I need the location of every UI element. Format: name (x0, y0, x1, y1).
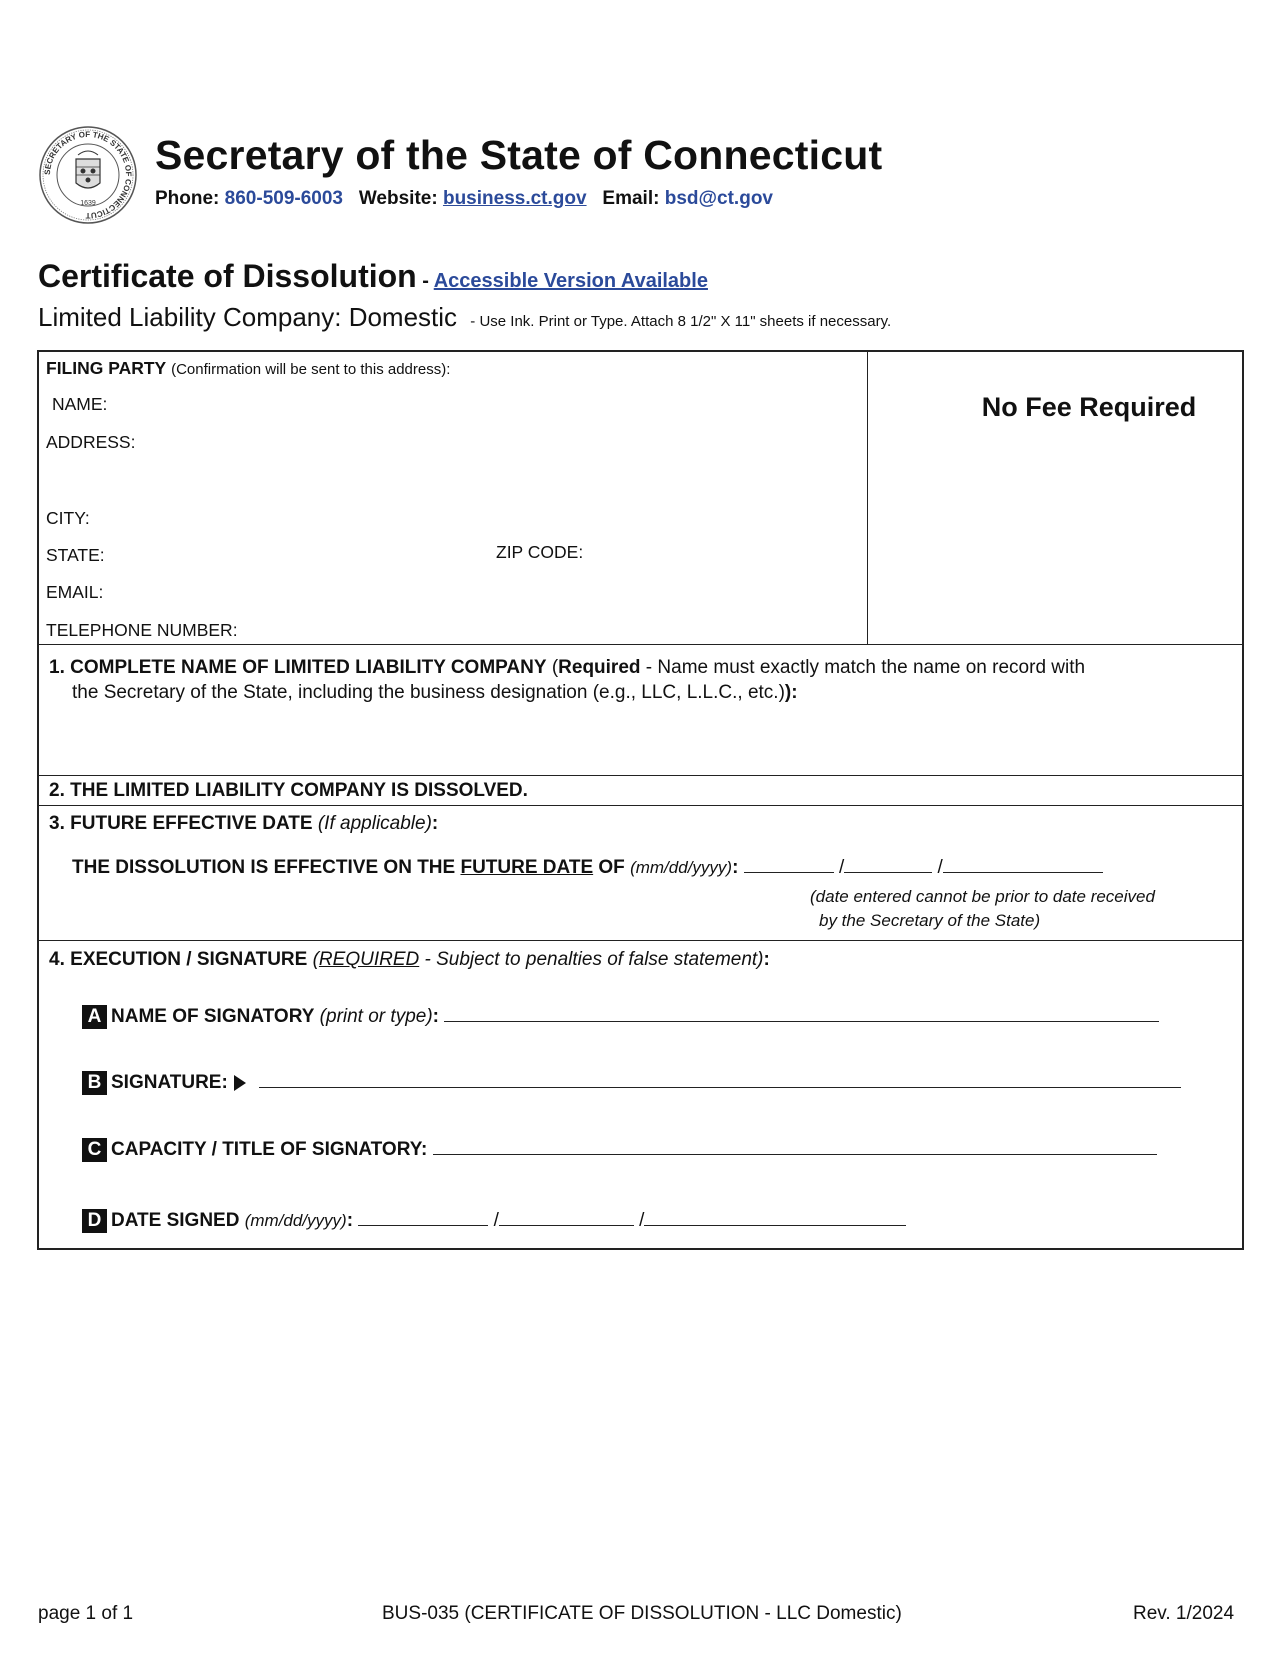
filing-party-label: FILING PARTY (46, 358, 167, 378)
section3-date-line (72, 854, 1103, 879)
badge-c: C (82, 1138, 107, 1162)
section4-paren: ( (312, 949, 319, 970)
section2-line (49, 780, 528, 802)
date-slash-1: / (838, 857, 845, 878)
email-label: Email: (602, 188, 660, 209)
website-link[interactable]: business.ct.gov (442, 188, 587, 209)
signed-slash-2: / (639, 1210, 645, 1231)
phone-label: Phone: (155, 188, 220, 209)
title-dash: - (416, 270, 434, 292)
state-field-label[interactable]: STATE: (46, 545, 105, 565)
section1-line2 (72, 682, 798, 704)
accessible-version-link[interactable]: Accessible Version Available (433, 270, 708, 292)
section1-number: 1. (49, 657, 65, 678)
signed-year-input[interactable] (644, 1207, 906, 1226)
document-subtitle-row (38, 302, 891, 333)
capacity-row (82, 1136, 1157, 1162)
subtitle-note: - Use Ink. Print or Type. Attach 8 1/2" X 11" sheets if necessary. (470, 313, 892, 330)
capacity-label: CAPACITY / TITLE OF SIGNATORY: (111, 1139, 428, 1160)
footer-form-id: BUS-035 (CERTIFICATE OF DISSOLUTION - LLC Domestic) (382, 1603, 902, 1624)
signatory-name-colon: : (432, 1006, 439, 1027)
email-field-label[interactable]: EMAIL: (46, 582, 104, 602)
section4-colon: : (763, 949, 770, 970)
seal-year: 1639 (80, 200, 96, 207)
badge-b: B (82, 1071, 107, 1095)
date-signed-colon: : (346, 1210, 354, 1231)
document-title-row (38, 258, 708, 295)
city-field-label[interactable]: CITY: (46, 508, 90, 528)
signed-day-input[interactable] (499, 1207, 634, 1226)
row-divider-1 (39, 644, 1242, 645)
section1-note-line1: - Name must exactly match the name on record with (645, 657, 1086, 678)
dissolution-form (37, 350, 1244, 1250)
telephone-field-label[interactable]: TELEPHONE NUMBER: (46, 620, 238, 640)
section1-note-line2: the Secretary of the State, including the business designation (e.g., LLC, L.L.C., etc.) (72, 682, 785, 703)
signature-input[interactable] (259, 1069, 1181, 1088)
section2-text: THE LIMITED LIABILITY COMPANY IS DISSOLVED. (70, 780, 528, 801)
date-signed-format: (mm/dd/yyyy) (244, 1211, 347, 1230)
filing-divider (867, 352, 868, 644)
section1-close: ): (784, 682, 798, 703)
signatory-name-label: NAME OF SIGNATORY (111, 1006, 315, 1027)
document-subtitle: Limited Liability Company: Domestic (38, 302, 458, 332)
badge-a: A (82, 1005, 107, 1029)
address-field-label[interactable]: ADDRESS: (46, 432, 136, 452)
date-slash-2: / (937, 857, 943, 878)
llc-name-input-area[interactable] (49, 712, 1229, 767)
section3-heading: FUTURE EFFECTIVE DATE (70, 813, 313, 834)
section3-colon: : (431, 813, 439, 834)
email-address[interactable]: bsd@ct.gov (664, 188, 773, 209)
section4-number: 4. (49, 949, 65, 970)
signatory-name-input[interactable] (444, 1003, 1159, 1022)
signatory-name-row (82, 1003, 1159, 1029)
future-date-label: FUTURE DATE (460, 857, 594, 878)
date-note-line1: (date entered cannot be prior to date received (810, 887, 1155, 906)
signed-slash-1: / (493, 1210, 499, 1231)
contact-line (155, 188, 773, 210)
seal-ring-text: SECRETARY OF THE STATE OF CONNECTICUT (42, 129, 134, 221)
section3-heading-line (49, 813, 438, 835)
filing-party-note: (Confirmation will be sent to this address): (171, 361, 451, 378)
no-fee-required: No Fee Required (981, 392, 1197, 422)
signature-arrow-icon (234, 1075, 246, 1091)
signatory-name-note: (print or type) (319, 1006, 433, 1027)
section4-required: REQUIRED (318, 949, 420, 970)
of-label: OF (598, 857, 625, 878)
section4-note: - Subject to penalties of false statement) (424, 949, 764, 970)
effective-month-input[interactable] (744, 854, 834, 873)
footer-revision: Rev. 1/2024 (1133, 1603, 1235, 1624)
date-signed-row (82, 1207, 906, 1233)
effective-year-input[interactable] (943, 854, 1103, 873)
page-title: Secretary of the State of Connecticut (155, 132, 883, 178)
section1-line1 (49, 657, 1085, 679)
section3-number: 3. (49, 813, 65, 834)
row-divider-4 (39, 940, 1242, 941)
section4-heading: EXECUTION / SIGNATURE (70, 949, 308, 970)
section1-heading: COMPLETE NAME OF LIMITED LIABILITY COMPANY (70, 657, 547, 678)
capacity-input[interactable] (433, 1136, 1157, 1155)
effective-date-prefix: THE DISSOLUTION IS EFFECTIVE ON THE (72, 857, 456, 878)
badge-d: D (82, 1209, 107, 1233)
filing-party-heading (46, 358, 450, 379)
date-format-hint: (mm/dd/yyyy) (630, 858, 733, 877)
section1-paren: ( (551, 657, 559, 678)
zip-field-label[interactable]: ZIP CODE: (496, 542, 584, 562)
section4-heading-line (49, 949, 770, 971)
state-seal-logo (38, 125, 138, 225)
website-label: Website: (358, 188, 438, 209)
section3-applicable: (If applicable) (317, 813, 432, 834)
row-divider-3 (39, 805, 1242, 806)
signature-row (82, 1069, 1181, 1095)
document-title: Certificate of Dissolution (38, 258, 417, 294)
signature-label: SIGNATURE: (111, 1072, 228, 1093)
section2-number: 2. (49, 780, 65, 801)
phone-number: 860-509-6003 (224, 188, 343, 209)
date-note-line2: by the Secretary of the State) (819, 911, 1041, 930)
footer-page-number: page 1 of 1 (38, 1603, 134, 1624)
name-field-label[interactable]: NAME: (52, 394, 108, 414)
row-divider-2 (39, 775, 1242, 776)
date-colon: : (732, 857, 739, 878)
section1-required: Required (558, 657, 641, 678)
date-signed-label: DATE SIGNED (111, 1210, 240, 1231)
signed-month-input[interactable] (358, 1207, 488, 1226)
effective-day-input[interactable] (844, 854, 932, 873)
